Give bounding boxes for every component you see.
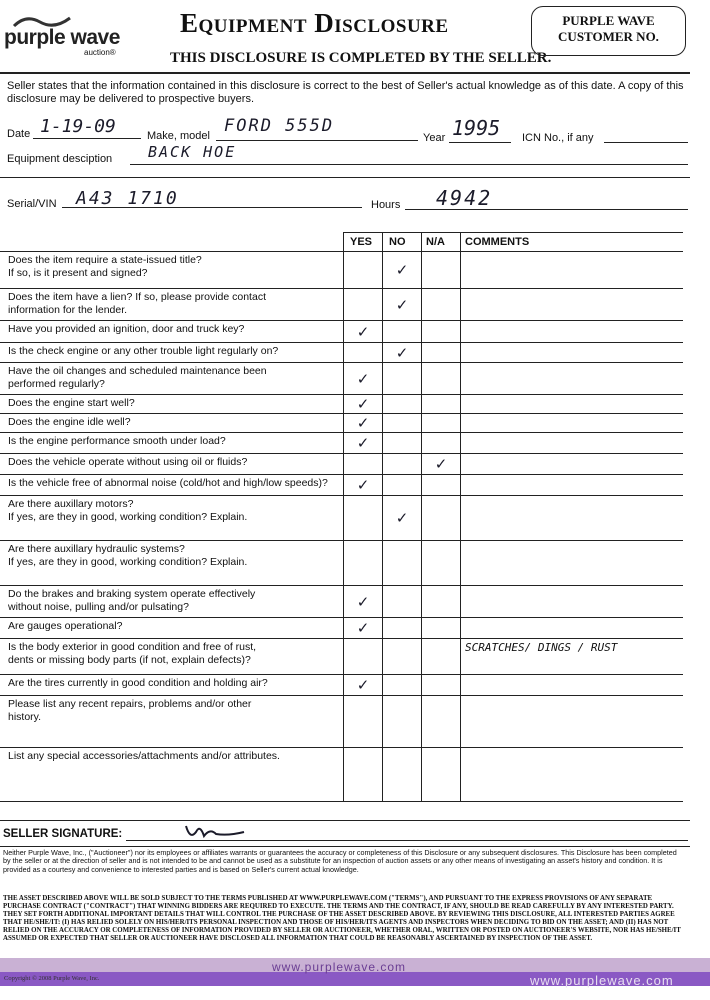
checklist-question: Are there auxillary motors? If yes, are they in good, working condition? Explain. [0,496,344,541]
customer-box-line2: CUSTOMER NO. [558,29,659,44]
checkbox-yes[interactable] [344,541,383,586]
checkbox-yes[interactable] [344,475,383,496]
checklist-comment[interactable] [461,321,684,343]
checkbox-yes[interactable] [344,639,383,675]
checkbox-na[interactable] [422,343,461,363]
checkbox-yes[interactable] [344,395,383,414]
checkbox-yes[interactable] [344,618,383,639]
checklist-row [0,639,683,675]
yes-header: YES [344,233,383,252]
copyright-text: Copyright © 2008 Purple Wave, Inc. [4,975,100,982]
checkbox-no[interactable] [383,395,422,414]
checkbox-na[interactable] [422,639,461,675]
checkbox-no[interactable] [383,618,422,639]
date-label: Date [7,128,31,140]
checkbox-yes[interactable] [344,496,383,541]
checklist-comment[interactable] [461,586,684,618]
checklist-row [0,363,683,395]
purple-wave-logo [4,14,144,57]
checklist-comment[interactable] [461,618,684,639]
question-header [0,233,344,252]
na-header: N/A [422,233,461,252]
checkbox-no[interactable] [383,454,422,475]
checkbox-yes[interactable] [344,289,383,321]
checklist-question: List any special accessories/attachments and/or attributes. [0,748,344,802]
checkmark-icon: ✓ [356,395,370,413]
checkbox-no[interactable] [383,639,422,675]
checkmark-icon: ✓ [356,414,370,432]
watermark-right: www.purplewave.com [530,973,674,988]
checklist-comment[interactable] [461,289,684,321]
comments-header: COMMENTS [461,233,684,252]
checklist-question: Are the tires currently in good condition and holding air? [0,675,344,696]
year-value: 1995 [452,116,501,140]
signature-bottom-rule [0,846,690,847]
checklist-comment[interactable]: SCRATCHES/ DINGS / RUST [461,639,684,675]
checkbox-na[interactable] [422,454,461,475]
description-value: BACK HOE [148,143,237,161]
checklist-question: Are gauges operational? [0,618,344,639]
checkbox-no[interactable] [383,748,422,802]
checkbox-na[interactable] [422,618,461,639]
checklist-question: Are there auxillary hydraulic systems? If yes, are they in good, working condition? Explain. [0,541,344,586]
checkbox-yes[interactable] [344,586,383,618]
make-model-label: Make, model [147,130,210,142]
checkbox-no[interactable] [383,541,422,586]
checkbox-no[interactable] [383,321,422,343]
fields-divider [0,177,690,178]
checkbox-yes[interactable] [344,696,383,748]
checklist-row [0,289,683,321]
checkbox-na[interactable] [422,675,461,696]
checklist-comment[interactable] [461,675,684,696]
checklist-row [0,414,683,433]
checkbox-no[interactable] [383,289,422,321]
hours-value: 4942 [436,186,493,210]
checkmark-icon: ✓ [356,434,370,452]
customer-number-box [531,6,686,56]
checklist-comment[interactable] [461,343,684,363]
checkbox-yes[interactable] [344,363,383,395]
checklist-row [0,343,683,363]
page-subtitle: THIS DISCLOSURE IS COMPLETED BY THE SELLER. [170,50,552,66]
checkbox-na[interactable] [422,586,461,618]
checklist-question: Does the item require a state-issued title? If so, is it present and signed? [0,252,344,289]
checklist-question: Have you provided an ignition, door and truck key? [0,321,344,343]
checkmark-icon: ✓ [395,295,409,314]
checklist-row [0,586,683,618]
hours-label: Hours [371,199,401,211]
checkbox-na[interactable] [422,433,461,454]
checklist-row [0,748,683,802]
checkmark-icon: ✓ [356,619,370,637]
checkbox-no[interactable] [383,496,422,541]
checkbox-na[interactable] [422,414,461,433]
checkmark-icon: ✓ [395,509,409,527]
terms-notice: THE ASSET DESCRIBED ABOVE WILL BE SOLD SUBJECT TO THE TERMS PUBLISHED AT WWW.PURPLEWAVE.COM ("TERMS"), AND PURSUANT TO THE EXPRESS PROVISIONS OF ANY SEPARATE PURCHASE CONTRACT ("CONTRACT") THAT WINNING BIDDERS ARE REQUIRED TO EXECUTE. THE TERMS AND THE CONTRACT, IF ANY, SHOULD BE READ CAREFULLY BY ANY INTERESTED PARTY. THEY SET FORTH ADDITIONAL IMPORTANT DETAILS THAT WILL CONTROL THE PURCHASE OF THE ASSET DESCRIBED ABOVE. BY REVIEWING THIS DISCLOSURE, ALL INTERESTED PARTIES AGREE THAT HE/SHE/IT: (I) HAS RELIED SOLELY ON HIS/HER/ITS PERSONAL INSPECTION AND THOSE OF HIS/HER/ITS AGENTS AND INSPECTORS WHEN DECIDING TO BID ON THE ASSET; AND (II) HAS NOT RELIED ON THE ACCURACY OR COMPLETENESS OF INFORMATION PROVIDED BY SELLER OR AUCTIONEER, WHETHER ORAL, WRITTEN OR POSTED ON AUCTIONEER'S WEBSITE, NOR HAS HE/SHE/IT ASSUMED OR EXPECTED THAT SELLER OR AUCTIONEER HAVE DISCLOSED ALL INFORMATION THAT COULD BE REASONABLY ASCERTAINED BY INSPECTION OF THE ASSET. [3,895,681,942]
checklist-row [0,496,683,541]
checklist-row [0,696,683,748]
checkbox-no[interactable] [383,343,422,363]
checklist-question: Does the engine idle well? [0,414,344,433]
checklist-comment[interactable] [461,541,684,586]
checklist-row [0,395,683,414]
checklist-comment[interactable] [461,252,684,289]
checkbox-no[interactable] [383,675,422,696]
checklist-comment[interactable] [461,496,684,541]
customer-box-line1: PURPLE WAVE [562,13,655,28]
disclosure-checklist [0,232,683,802]
checkbox-na[interactable] [422,363,461,395]
signature-label: SELLER SIGNATURE: [3,828,123,840]
checkbox-yes[interactable] [344,675,383,696]
year-label: Year [423,132,446,144]
checklist-question: Is the engine performance smooth under load? [0,433,344,454]
checklist-row [0,252,683,289]
checkmark-icon: ✓ [434,455,448,473]
checklist-comment[interactable] [461,748,684,802]
checkbox-yes[interactable] [344,454,383,475]
checklist-question: Please list any recent repairs, problems and/or other history. [0,696,344,748]
signature-scribble-icon [182,818,252,842]
checkbox-na[interactable] [422,696,461,748]
checklist-question: Is the check engine or any other trouble light regularly on? [0,343,344,363]
checkmark-icon: ✓ [356,592,370,611]
checkbox-yes[interactable] [344,414,383,433]
logo-wordmark: purple wave [4,26,120,49]
checkbox-no[interactable] [383,363,422,395]
logo-subtext: auction® [84,48,116,57]
checkbox-yes[interactable] [344,433,383,454]
checklist-row [0,541,683,586]
checklist-comment[interactable] [461,395,684,414]
checklist-row [0,618,683,639]
liability-disclaimer: Neither Purple Wave, Inc., ("Auctioneer") nor its employees or affiliates warrants or guarantees the accuracy or completeness of this Disclosure or any subsequent disclosures. This Disclosure has been completed by the seller or at the direction of seller and is not intended to be and cannot be used as a substitute for an inspection of auction assets or any other means of investigating an asset's history and condition. It is provided as a courtesy and convenience to interested parties and is based on Seller's current actual knowledge. [3,848,677,874]
checklist-row [0,675,683,696]
checkbox-yes[interactable] [344,252,383,289]
checkmark-icon: ✓ [356,676,370,694]
checklist-question: Do the brakes and braking system operate effectively without noise, pulling and/or pulsating? [0,586,344,618]
checkbox-na[interactable] [422,289,461,321]
description-label: Equipment desciption [7,153,113,165]
checklist-header-row [0,233,683,252]
checkbox-na[interactable] [422,252,461,289]
checklist-comment[interactable] [461,454,684,475]
checkbox-no[interactable] [383,414,422,433]
icn-field[interactable] [604,126,688,143]
icn-label: ICN No., if any [522,132,594,144]
checkbox-no[interactable] [383,433,422,454]
checkbox-na[interactable] [422,541,461,586]
checklist-question: Does the vehicle operate without using oil or fluids? [0,454,344,475]
checkbox-no[interactable] [383,586,422,618]
checkmark-icon: ✓ [395,261,409,279]
checkbox-yes[interactable] [344,343,383,363]
checklist-row [0,475,683,496]
checkmark-icon: ✓ [356,369,370,388]
serial-value: A43 1710 [76,188,179,209]
checkmark-icon: ✓ [356,322,370,341]
page-title: Equipment Disclosure [180,8,449,38]
checkbox-na[interactable] [422,748,461,802]
checkbox-no[interactable] [383,252,422,289]
checklist-comment[interactable] [461,696,684,748]
header-divider [0,72,690,74]
signature-top-rule [0,820,690,821]
checklist-row [0,433,683,454]
intro-text: Seller states that the information contained in this disclosure is correct to the best of Seller's actual knowledge as of this date. A copy of this disclosure may be delivered to prospective buyers. [7,80,684,105]
make-model-value: FORD 555D [224,116,335,136]
checkbox-na[interactable] [422,395,461,414]
checkbox-no[interactable] [383,696,422,748]
checkbox-yes[interactable] [344,748,383,802]
date-value: 1-19-09 [40,116,116,137]
checklist-question: Is the vehicle free of abnormal noise (cold/hot and high/low speeds)? [0,475,344,496]
checkbox-na[interactable] [422,475,461,496]
checklist-comment[interactable] [461,414,684,433]
watermark-center: www.purplewave.com [272,960,407,974]
checklist-row [0,321,683,343]
checklist-question: Have the oil changes and scheduled maintenance been performed regularly? [0,363,344,395]
checkbox-na[interactable] [422,496,461,541]
no-header: NO [383,233,422,252]
checklist-comment[interactable] [461,363,684,395]
checklist-comment[interactable] [461,433,684,454]
checklist-question: Does the engine start well? [0,395,344,414]
checklist-question: Does the item have a lien? If so, please provide contact information for the lender. [0,289,344,321]
checkbox-no[interactable] [383,475,422,496]
checkmark-icon: ✓ [395,343,409,362]
checklist-row [0,454,683,475]
serial-label: Serial/VIN [7,198,57,210]
checkbox-na[interactable] [422,321,461,343]
checklist-question: Is the body exterior in good condition and free of rust, dents or missing body parts (if not, explain defects)? [0,639,344,675]
checkmark-icon: ✓ [356,476,370,494]
checkbox-yes[interactable] [344,321,383,343]
checklist-comment[interactable] [461,475,684,496]
